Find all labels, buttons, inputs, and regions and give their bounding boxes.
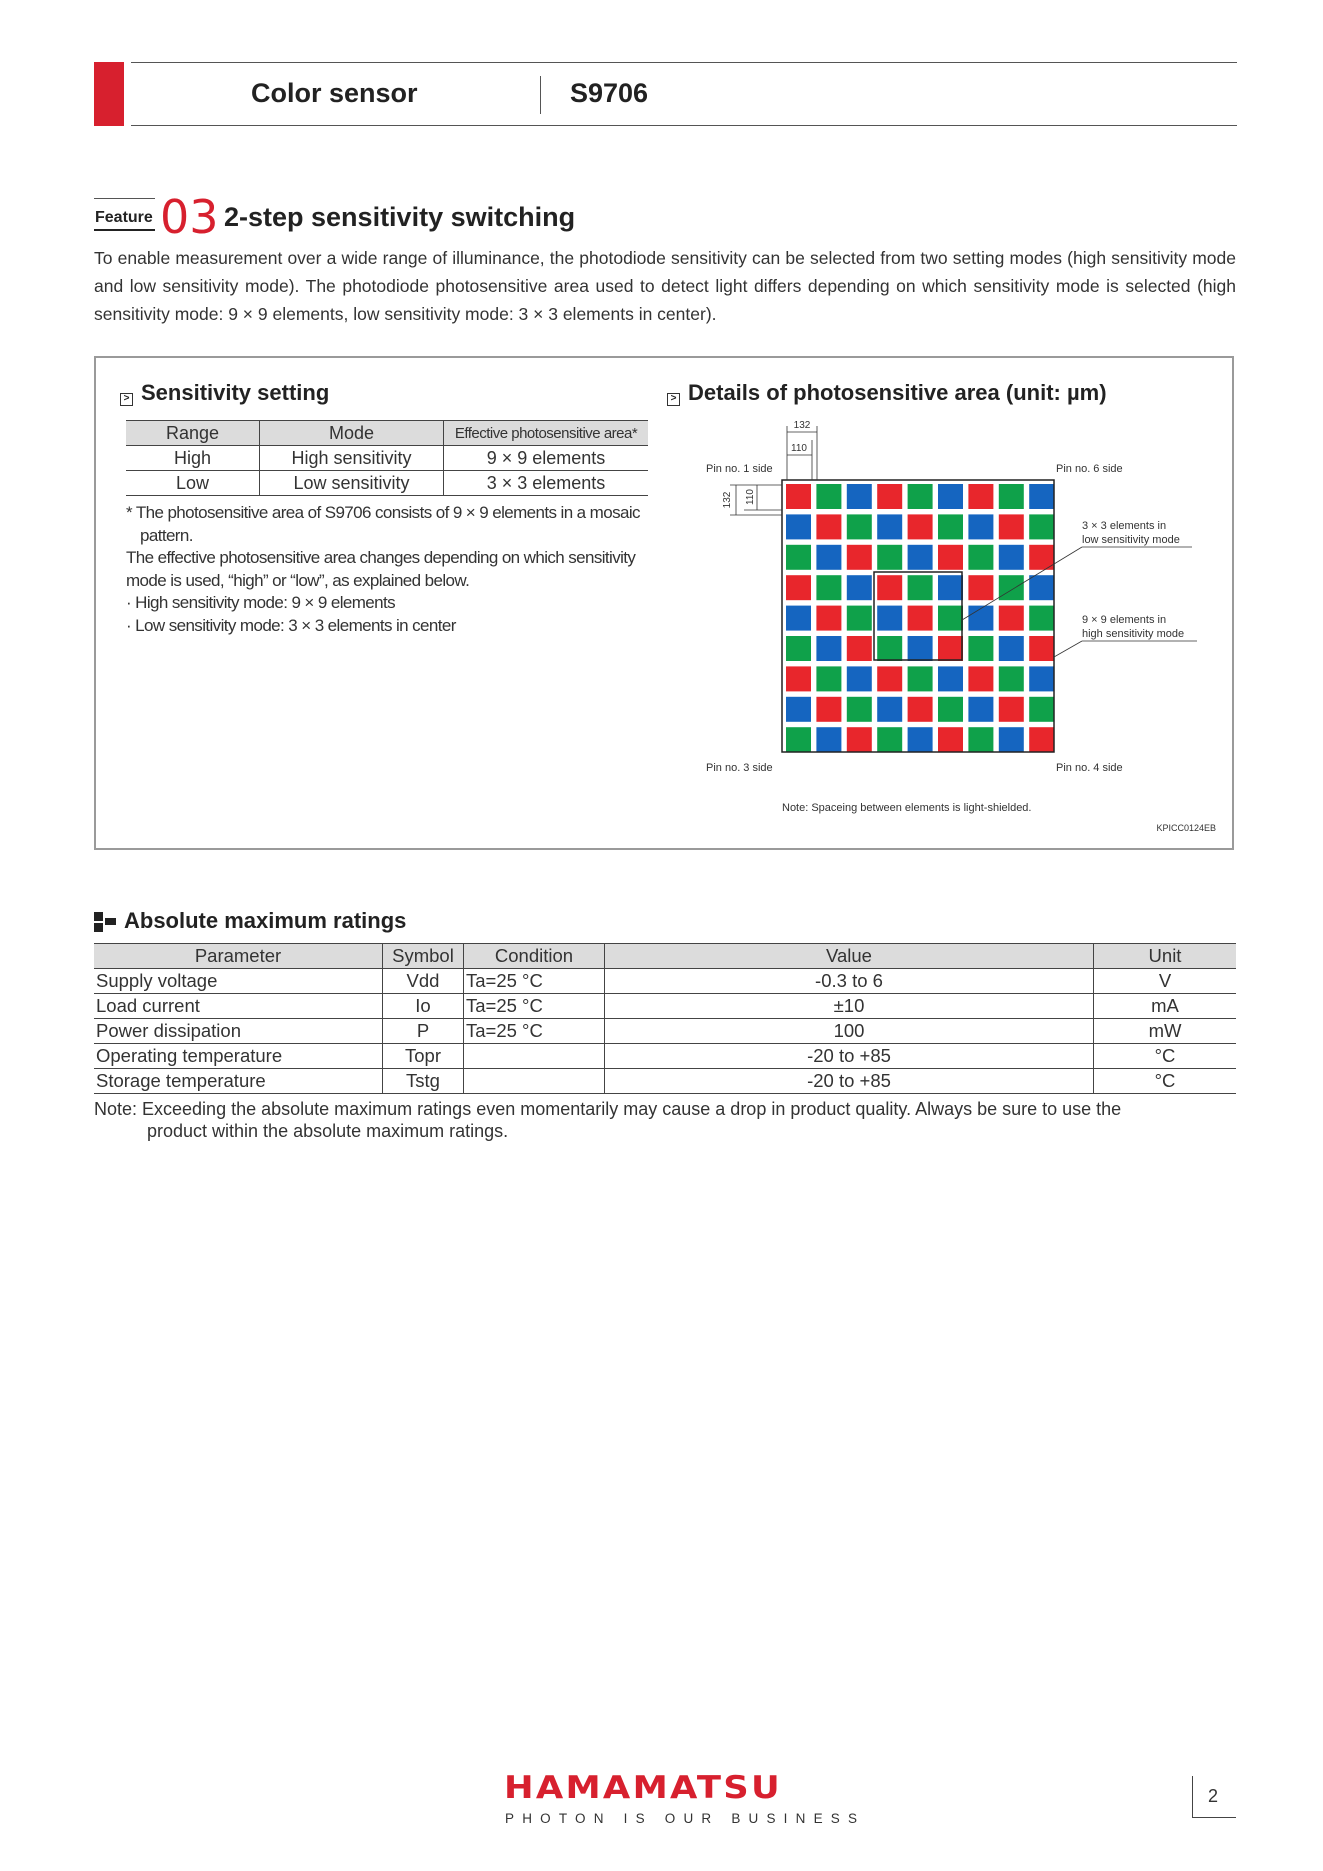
photodiode-element-green <box>999 666 1024 691</box>
photodiode-element-blue <box>968 514 993 539</box>
photodiode-element-red <box>1029 636 1054 661</box>
photodiode-element-blue <box>908 636 933 661</box>
cell-value: -0.3 to 6 <box>605 969 1094 994</box>
col-effective-area: Effective photosensitive area* <box>444 421 649 446</box>
table-row <box>94 1069 1236 1094</box>
table-row <box>94 1044 1236 1069</box>
callout-low-line2: low sensitivity mode <box>1082 534 1180 546</box>
photodiode-element-blue <box>908 545 933 570</box>
photodiode-element-red <box>847 727 872 752</box>
photosensitive-area-diagram <box>700 414 1220 834</box>
diagram-heading: > Details of photosensitive area (unit: µm) <box>667 380 1107 406</box>
col-condition: Condition <box>464 944 605 969</box>
dim-element-left: 110 <box>745 489 756 505</box>
col-value: Value <box>605 944 1094 969</box>
cell-condition <box>464 1044 605 1069</box>
photodiode-element-green <box>1029 514 1054 539</box>
photodiode-element-red <box>999 697 1024 722</box>
photodiode-element-blue <box>938 575 963 600</box>
photodiode-element-red <box>938 636 963 661</box>
photodiode-element-blue <box>938 666 963 691</box>
photodiode-element-red <box>816 697 841 722</box>
cell-parameter: Storage temperature <box>94 1069 383 1094</box>
section-marker-icon <box>94 912 116 932</box>
pin-3-label: Pin no. 3 side <box>706 762 773 774</box>
photodiode-element-red <box>999 514 1024 539</box>
photodiode-element-red <box>786 575 811 600</box>
photodiode-element-red <box>999 606 1024 631</box>
footnote-line: * The photosensitive area of S9706 consists of 9 × 9 elements in a mosaic <box>126 503 640 522</box>
photodiode-element-red <box>786 666 811 691</box>
photodiode-element-red <box>877 484 902 509</box>
feature-tag: Feature <box>94 198 155 231</box>
header-product-type: Color sensor <box>251 78 418 108</box>
photodiode-element-green <box>999 575 1024 600</box>
callout-high-line1: 9 × 9 elements in <box>1082 614 1167 626</box>
sensitivity-table <box>126 420 648 496</box>
col-mode: Mode <box>260 421 444 446</box>
photodiode-element-red <box>786 484 811 509</box>
photodiode-element-green <box>786 636 811 661</box>
photodiode-element-red <box>816 606 841 631</box>
header-accent-bar <box>94 62 124 126</box>
photodiode-element-blue <box>999 545 1024 570</box>
header-separator <box>540 76 541 114</box>
cell-unit: mW <box>1094 1019 1237 1044</box>
feature-intro: To enable measurement over a wide range of illuminance, the photodiode sensitivity can be selected from two setting modes (high sensitivity mode and low sensitivity mode). The photodiode photosensitive area used to detect light differs depending on which sensitivity mode is selected (high sensitivity mode: 9 × 9 elements, low sensitivity mode: 3 × 3 elements in center). <box>94 248 1236 324</box>
photodiode-element-blue <box>938 484 963 509</box>
photodiode-element-green <box>908 666 933 691</box>
feature-number: 03 <box>160 190 219 244</box>
cell-mode: Low sensitivity <box>260 471 444 496</box>
photodiode-element-blue <box>847 575 872 600</box>
photodiode-element-blue <box>999 636 1024 661</box>
photodiode-element-red <box>908 606 933 631</box>
table-row <box>94 994 1236 1019</box>
photodiode-element-blue <box>786 514 811 539</box>
photodiode-element-blue <box>877 606 902 631</box>
photodiode-element-green <box>786 545 811 570</box>
cell-parameter: Power dissipation <box>94 1019 383 1044</box>
photodiode-element-blue <box>1029 484 1054 509</box>
photodiode-element-green <box>908 575 933 600</box>
feature-title: 2-step sensitivity switching <box>224 202 576 232</box>
photodiode-element-green <box>968 727 993 752</box>
cell-condition: Ta=25 °C <box>464 994 605 1019</box>
cell-condition: Ta=25 °C <box>464 1019 605 1044</box>
cell-symbol: Tstg <box>383 1069 464 1094</box>
photodiode-element-red <box>968 484 993 509</box>
photodiode-element-red <box>968 666 993 691</box>
footnote-line: pattern. <box>140 525 193 545</box>
cell-symbol: Io <box>383 994 464 1019</box>
pin-1-label: Pin no. 1 side <box>706 463 773 475</box>
cell-value: -20 to +85 <box>605 1069 1094 1094</box>
photodiode-element-blue <box>968 606 993 631</box>
photodiode-element-red <box>1029 727 1054 752</box>
ratings-heading: Absolute maximum ratings <box>124 908 407 933</box>
pin-6-label: Pin no. 6 side <box>1056 463 1123 475</box>
header-top-rule <box>131 62 1237 63</box>
photodiode-element-green <box>877 636 902 661</box>
cell-mode: High sensitivity <box>260 446 444 471</box>
dim-pitch-left: 132 <box>722 491 733 509</box>
note-line: The effective photosensitive area changes depending on which sensitivity <box>126 548 636 567</box>
ratings-note-line2: product within the absolute maximum ratings. <box>147 1121 509 1141</box>
photodiode-element-green <box>816 484 841 509</box>
callout-low-line1: 3 × 3 elements in <box>1082 520 1167 532</box>
ratings-table <box>94 943 1236 1094</box>
bullet-item: · High sensitivity mode: 9 × 9 elements <box>126 593 396 612</box>
photodiode-element-green <box>847 514 872 539</box>
photodiode-element-blue <box>847 666 872 691</box>
header-model: S9706 <box>570 78 649 108</box>
photodiode-element-green <box>999 484 1024 509</box>
photodiode-element-green <box>816 666 841 691</box>
photodiode-element-blue <box>786 606 811 631</box>
photodiode-element-blue <box>816 545 841 570</box>
photodiode-element-blue <box>847 484 872 509</box>
photodiode-element-red <box>877 666 902 691</box>
cell-unit: °C <box>1094 1044 1237 1069</box>
photodiode-element-blue <box>786 697 811 722</box>
cell-range: High <box>126 446 260 471</box>
photodiode-element-blue <box>816 727 841 752</box>
table-row <box>126 471 648 496</box>
hamamatsu-logo: HAMAMATSU <box>504 1770 782 1806</box>
note-line: mode is used, “high” or “low”, as explained below. <box>126 570 470 590</box>
table-row <box>94 1019 1236 1044</box>
cell-value: ±10 <box>605 994 1094 1019</box>
element-grid <box>786 484 1054 752</box>
cell-area: 9 × 9 elements <box>444 446 649 471</box>
ratings-note <box>94 1098 1236 1142</box>
cell-range: Low <box>126 471 260 496</box>
photodiode-element-red <box>968 575 993 600</box>
cell-parameter: Operating temperature <box>94 1044 383 1069</box>
cell-unit: °C <box>1094 1069 1237 1094</box>
photodiode-element-red <box>847 636 872 661</box>
photodiode-element-blue <box>877 697 902 722</box>
cell-unit: mA <box>1094 994 1237 1019</box>
dim-element-top: 110 <box>791 443 807 454</box>
photodiode-element-red <box>908 514 933 539</box>
col-parameter: Parameter <box>94 944 383 969</box>
photodiode-element-green <box>968 545 993 570</box>
cell-parameter: Supply voltage <box>94 969 383 994</box>
cell-area: 3 × 3 elements <box>444 471 649 496</box>
cell-value: 100 <box>605 1019 1094 1044</box>
photodiode-element-green <box>1029 606 1054 631</box>
col-range: Range <box>126 421 260 446</box>
photodiode-element-green <box>877 545 902 570</box>
sensitivity-heading: > Sensitivity setting <box>120 380 329 406</box>
sensitivity-notes <box>126 502 658 637</box>
photodiode-element-green <box>938 514 963 539</box>
table-row <box>126 446 648 471</box>
photodiode-element-green <box>968 636 993 661</box>
photodiode-element-green <box>938 606 963 631</box>
photodiode-element-red <box>816 514 841 539</box>
diagram-note: Note: Spaceing between elements is light-shielded. <box>782 802 1032 814</box>
callout-high-leader <box>1054 641 1082 657</box>
cell-value: -20 to +85 <box>605 1044 1094 1069</box>
photodiode-element-red <box>877 575 902 600</box>
cell-condition <box>464 1069 605 1094</box>
photodiode-element-red <box>938 545 963 570</box>
photodiode-element-green <box>816 575 841 600</box>
callout-high-line2: high sensitivity mode <box>1082 628 1185 640</box>
photodiode-element-blue <box>1029 666 1054 691</box>
arrow-box-icon: > <box>667 393 680 406</box>
cell-symbol: Vdd <box>383 969 464 994</box>
photodiode-element-blue <box>816 636 841 661</box>
diagram-code: KPICC0124EB <box>1156 823 1216 833</box>
photodiode-element-green <box>1029 697 1054 722</box>
photodiode-element-blue <box>908 727 933 752</box>
dim-pitch-top: 132 <box>793 420 811 431</box>
bullet-item: · Low sensitivity mode: 3 × 3 elements in center <box>126 615 456 635</box>
cell-symbol: Topr <box>383 1044 464 1069</box>
logo-tagline: PHOTON IS OUR BUSINESS <box>505 1811 866 1826</box>
photodiode-element-green <box>847 606 872 631</box>
photodiode-element-blue <box>999 727 1024 752</box>
arrow-box-icon: > <box>120 393 133 406</box>
photodiode-element-green <box>877 727 902 752</box>
photodiode-element-green <box>938 697 963 722</box>
col-symbol: Symbol <box>383 944 464 969</box>
photodiode-element-blue <box>877 514 902 539</box>
photodiode-element-green <box>847 697 872 722</box>
header-bottom-rule <box>131 125 1237 126</box>
page-number: 2 <box>1208 1786 1219 1806</box>
photodiode-element-green <box>908 484 933 509</box>
cell-condition: Ta=25 °C <box>464 969 605 994</box>
photodiode-element-red <box>847 545 872 570</box>
photodiode-element-green <box>786 727 811 752</box>
cell-symbol: P <box>383 1019 464 1044</box>
photodiode-element-blue <box>968 697 993 722</box>
pin-4-label: Pin no. 4 side <box>1056 762 1123 774</box>
photodiode-element-red <box>908 697 933 722</box>
cell-parameter: Load current <box>94 994 383 1019</box>
ratings-note-line1: Note: Exceeding the absolute maximum ratings even momentarily may cause a drop in product quality. Always be sure to use the <box>94 1099 1122 1119</box>
col-unit: Unit <box>1094 944 1237 969</box>
photodiode-element-blue <box>1029 575 1054 600</box>
photodiode-element-red <box>938 727 963 752</box>
cell-unit: V <box>1094 969 1237 994</box>
table-row <box>94 969 1236 994</box>
